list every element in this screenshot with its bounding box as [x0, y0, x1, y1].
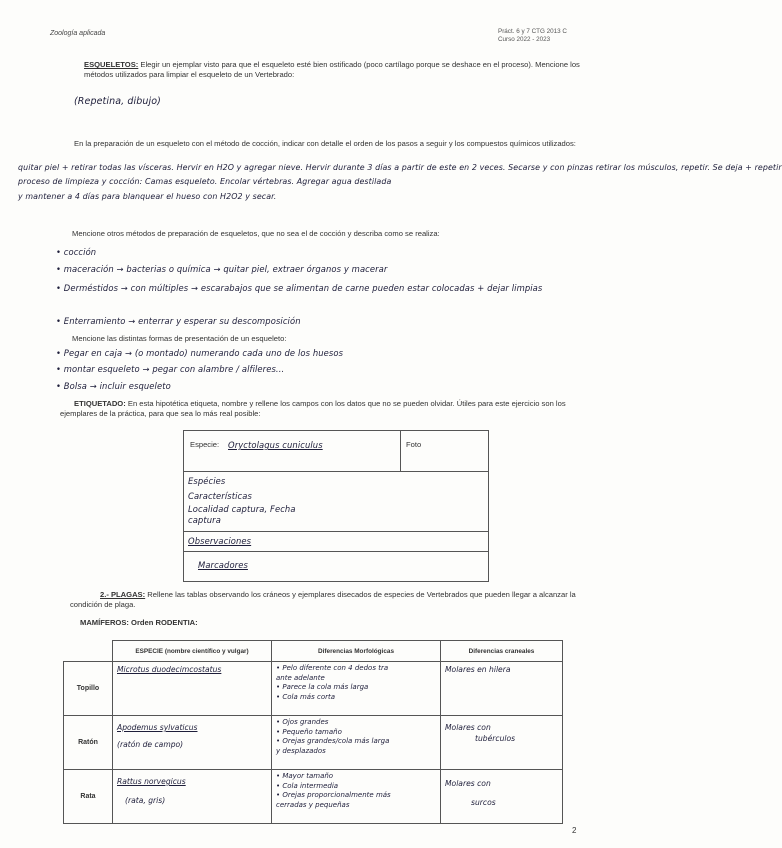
forma-1: • Pegar en caja → (o montado) numerando cada uno de los huesos [56, 348, 344, 358]
morfo-line: • Orejas grandes/cola más larga [276, 737, 390, 745]
cell-morfo-raton [272, 716, 441, 770]
craneo-line: Molares con [445, 779, 491, 788]
otros-metodo-1: • cocción [56, 247, 97, 257]
esqueletos-prompt-text: Elegir un ejemplar visto para que el esqueleto esté bien ostificado (poco cartílago porque se deshace en el proceso). Mencione los métodos utilizados para limpiar el esqueleto de un Vertebrado: [84, 60, 580, 79]
header-morfologicas: Diferencias Morfológicas [272, 641, 441, 662]
especie-line: Microtus duodecimcostatus [117, 665, 222, 674]
label-divider [184, 471, 488, 472]
header-craneales: Diferencias craneales [441, 641, 563, 662]
craneo-line: Molares con [445, 723, 491, 732]
etiquetado-prompt-text: En esta hipotética etiqueta, nombre y rellene los campos con los datos que no se pueden olvidar. Útiles para este ejercicio son los ejemplares de la práctica, para que sea lo más real posible: [60, 399, 566, 418]
coccion-answer-1: quitar piel + retirar todas las vísceras. Hervir en H2O y agregar nieve. Hervir durante 3 días a partir de este en 2 veces. Secarse y con pinzas retirar los músculos, repetir. Se deja + repetir [18, 163, 782, 172]
cell-especie-rata [113, 770, 272, 824]
coccion-prompt: En la preparación de un esqueleto con el método de cocción, indicar con detalle el orden de los pasos a seguir y los compuestos químicos utilizados: [74, 139, 576, 148]
craneo-line: surcos [471, 798, 496, 807]
esqueletos-title: ESQUELETOS: [84, 60, 139, 69]
header-especie: ESPECIE (nombre científico y vulgar) [113, 641, 272, 662]
craneo-line: tubérculos [475, 734, 516, 743]
plagas-title: 2.- PLAGAS: [100, 590, 146, 599]
cell-craneo-rata [441, 770, 563, 824]
morfo-line: y desplazados [276, 746, 326, 755]
plagas-table [63, 640, 563, 824]
morfo-line: • Parece la cola más larga [276, 683, 369, 691]
cell-craneo-topillo [441, 662, 563, 716]
esqueletos-prompt [84, 60, 584, 80]
coccion-answer-3: y mantener a 4 días para blanquear el hueso con H2O2 y secar. [18, 192, 277, 201]
header-right-line1: Práct. 6 y 7 CTG 2013 C [498, 28, 567, 35]
etiquetado-title: ETIQUETADO: [74, 399, 126, 408]
label-field-2: Características [188, 491, 252, 501]
row-label-raton: Ratón [64, 716, 113, 770]
morfo-line: • Ojos grandes [276, 718, 329, 726]
label-field-5: Marcadores [198, 560, 248, 570]
cell-morfo-rata [272, 770, 441, 824]
forma-3: • Bolsa → incluir esqueleto [56, 381, 171, 391]
label-field-3: Localidad captura, Fecha captura [188, 504, 296, 525]
etiquetado-prompt [60, 399, 588, 419]
morfo-line: • Cola intermedia [276, 781, 339, 790]
especie-line: (ratón de campo) [117, 740, 184, 749]
otros-metodos-prompt: Mencione otros métodos de preparación de esqueletos, que no sea el de cocción y describa como se realiza: [72, 229, 440, 238]
coccion-answer-2: proceso de limpieza y cocción: Camas esqueleto. Encolar vértebras. Agregar agua destilada [18, 177, 392, 186]
header-left-title: Zoología aplicada [50, 30, 106, 37]
header-right-info [498, 28, 567, 44]
label-field-4: Observaciones [188, 536, 252, 546]
morfo-line: • Cola más corta [276, 692, 336, 701]
morfo-line: cerradas y pequeñas [276, 800, 350, 809]
label-divider-2 [184, 531, 488, 532]
table-row [64, 770, 563, 824]
cell-especie-raton [113, 716, 272, 770]
morfo-line: • Pequeño tamaño [276, 727, 342, 736]
plagas-subtitle: MAMÍFEROS: Orden RODENTIA: [80, 618, 198, 627]
cell-morfo-topillo [272, 662, 441, 716]
plagas-prompt [70, 590, 580, 610]
cell-especie-topillo [113, 662, 272, 716]
label-especie-value: Oryctolagus cuniculus [228, 440, 323, 450]
plagas-prompt-text: Rellene las tablas observando los cráneos y ejemplares disecados de especies de Vertebrados que pueden llegar a alcanzar la condición de plaga. [70, 590, 576, 609]
label-especie: Especie: [190, 440, 220, 449]
table-row [64, 662, 563, 716]
morfo-line: • Pelo diferente con 4 dedos tra [276, 664, 389, 672]
morfo-line: • Mayor tamaño [276, 772, 334, 780]
especie-line: (rata, gris) [125, 796, 166, 805]
label-field-1: Espécies [188, 476, 226, 486]
especie-line: Rattus norvegicus [117, 777, 186, 786]
label-foto: Foto [406, 440, 422, 449]
label-box [183, 430, 489, 582]
label-divider-3 [184, 551, 488, 552]
table-row [64, 716, 563, 770]
formas-prompt: Mencione las distintas formas de presentación de un esqueleto: [72, 334, 287, 343]
label-foto-divider [400, 431, 401, 471]
page-number: 2 [572, 826, 577, 835]
forma-2: • montar esqueleto → pegar con alambre / alfileres... [56, 364, 285, 374]
esqueletos-answer-small: (Repetina, dibujo) [74, 96, 161, 107]
cell-craneo-raton [441, 716, 563, 770]
header-right-line2: Curso 2022 - 2023 [498, 36, 551, 43]
table-corner [64, 641, 113, 662]
row-label-rata: Rata [64, 770, 113, 824]
otros-metodo-2: • maceración → bacterias o química → quitar piel, extraer órganos y macerar [56, 264, 388, 274]
otros-metodo-3: • Derméstidos → con múltiples → escarabajos que se alimentan de carne pueden estar colocadas + dejar limpias [56, 283, 543, 293]
morfo-line: ante adelante [276, 673, 325, 682]
row-label-topillo: Topillo [64, 662, 113, 716]
table-header-row [64, 641, 563, 662]
craneo-line: Molares en hilera [445, 665, 511, 674]
morfo-line: • Orejas proporcionalmente más [276, 791, 391, 799]
otros-metodo-4: • Enterramiento → enterrar y esperar su descomposición [56, 316, 301, 326]
especie-line: Apodemus sylvaticus [117, 723, 198, 732]
